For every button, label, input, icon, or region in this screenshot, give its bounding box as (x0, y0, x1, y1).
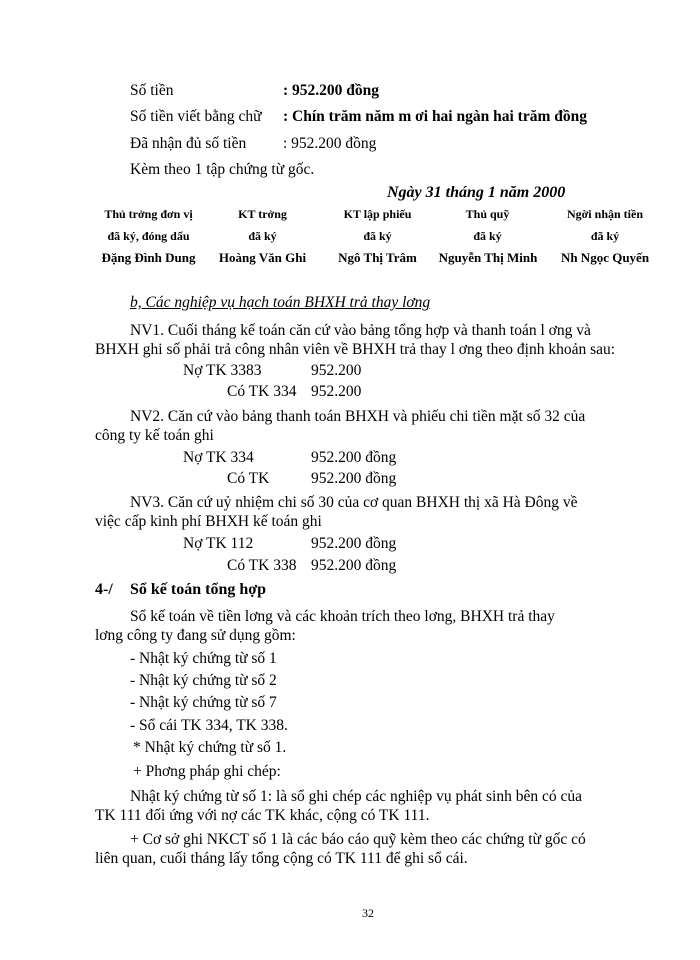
nv2-line-2: công ty kế toán ghi (95, 427, 214, 444)
nv1-line-1: NV1. Cuối tháng kế toán căn cứ vào bảng tổng hợp và thanh toán l ơng và (130, 322, 591, 339)
nv1-line-2: BHXH ghi số phải trả công nhân viên về BHXH trả thay l ơng theo định khoản sau: (95, 341, 616, 358)
nv3-credit-account: Có TK 338 (227, 557, 297, 574)
nv2-credit-account: Có TK (227, 470, 270, 487)
ledger-list-item: - Sổ cái TK 334, TK 338. (130, 717, 288, 734)
amount-words-value: : Chín trăm năm m ơi hai ngàn hai trăm đồng (283, 108, 587, 125)
journal-1-para-line-2: TK 111 đối ứng với nợ các TK khác, cộng có TK 111. (95, 807, 430, 824)
journal-1-basis-line-2: liên quan, cuối tháng lấy tổng cộng có TK 111 để ghi sổ cái. (95, 850, 468, 867)
nv1-credit-account: Có TK 334 (227, 383, 297, 400)
nv2-debit-amount: 952.200 đồng (311, 449, 397, 466)
signature-name: Nh Ngọc Quyến (560, 250, 650, 265)
section-b-heading: b, Các nghiệp vụ hạch toán BHXH trả thay lơng (130, 294, 431, 311)
received-value: : 952.200 đồng (283, 135, 377, 152)
journal-1-basis-line-1: + Cơ sở ghi NKCT số 1 là các báo cáo quỹ kèm theo các chứng từ gốc có (130, 831, 586, 848)
journal-1-subheading: * Nhật ký chứng từ số 1. (133, 739, 287, 756)
signature-note: đã ký (590, 229, 620, 243)
signature-name: Ngô Thị Trâm (338, 250, 417, 265)
date-line: Ngày 31 tháng 1 năm 2000 (387, 184, 566, 201)
nv3-debit-account: Nợ TK 112 (183, 535, 254, 552)
amount-label: Số tiền (130, 82, 174, 99)
nv2-debit-account: Nợ TK 334 (183, 449, 254, 466)
nv3-credit-amount: 952.200 đồng (311, 557, 397, 574)
page-number: 32 (362, 906, 374, 920)
signature-note: đã ký (473, 229, 502, 243)
ledger-list-item: - Nhật ký chứng từ số 1 (130, 650, 277, 667)
signature-note: đã ký (363, 229, 392, 243)
section-4-number: 4-/ (95, 581, 113, 598)
nv2-credit-amount: 952.200 đồng (311, 470, 397, 487)
section-4-title: Sổ kế toán tổng hợp (130, 581, 267, 598)
signature-role: Thủ quỹ (465, 207, 510, 221)
amount-words-label: Số tiền viết bằng chữ (130, 108, 262, 125)
amount-value: : 952.200 đồng (283, 82, 380, 99)
attachment-note: Kèm theo 1 tập chứng từ gốc. (130, 161, 315, 178)
ledger-list-item: - Nhật ký chứng từ số 7 (130, 694, 277, 711)
nv3-debit-amount: 952.200 đồng (311, 535, 397, 552)
recording-method-heading: + Phơng pháp ghi chép: (133, 763, 281, 780)
signature-role: KT trởng (238, 207, 287, 221)
signature-name: Hoàng Văn Ghi (218, 250, 307, 265)
nv1-debit-account: Nợ TK 3383 (183, 362, 262, 379)
signature-note: đã ký (248, 229, 277, 243)
signature-note: đã ký, đóng dấu (107, 229, 190, 243)
nv1-credit-amount: 952.200 (311, 383, 362, 400)
section-4-intro-line-2: lơng công ty đang sử dụng gồm: (95, 627, 296, 644)
journal-1-para-line-1: Nhật ký chứng từ số 1: là sổ ghi chép các nghiệp vụ phát sinh bên có của (130, 788, 582, 805)
signature-name: Đặng Đình Dung (101, 250, 196, 265)
signature-role: KT lập phiếu (343, 207, 412, 221)
nv3-line-1: NV3. Căn cứ uỷ nhiệm chi số 30 của cơ quan BHXH thị xã Hà Đông về (130, 494, 578, 511)
ledger-list-item: - Nhật ký chứng từ số 2 (130, 672, 277, 689)
section-4-intro-line-1: Sổ kế toán về tiền lơng và các khoản trích theo lơng, BHXH trả thay (130, 608, 555, 625)
nv2-line-1: NV2. Căn cứ vào bảng thanh toán BHXH và phiếu chi tiền mặt số 32 của (130, 408, 586, 425)
signature-role: Ngời nhận tiền (567, 207, 643, 221)
nv3-line-2: việc cấp kinh phí BHXH kế toán ghi (95, 513, 322, 530)
signature-role: Thủ trởng đơn vị (104, 207, 193, 221)
received-label: Đã nhận đủ số tiền (130, 135, 247, 152)
nv1-debit-amount: 952.200 (311, 362, 362, 379)
signature-name: Nguyễn Thị Minh (438, 250, 538, 265)
